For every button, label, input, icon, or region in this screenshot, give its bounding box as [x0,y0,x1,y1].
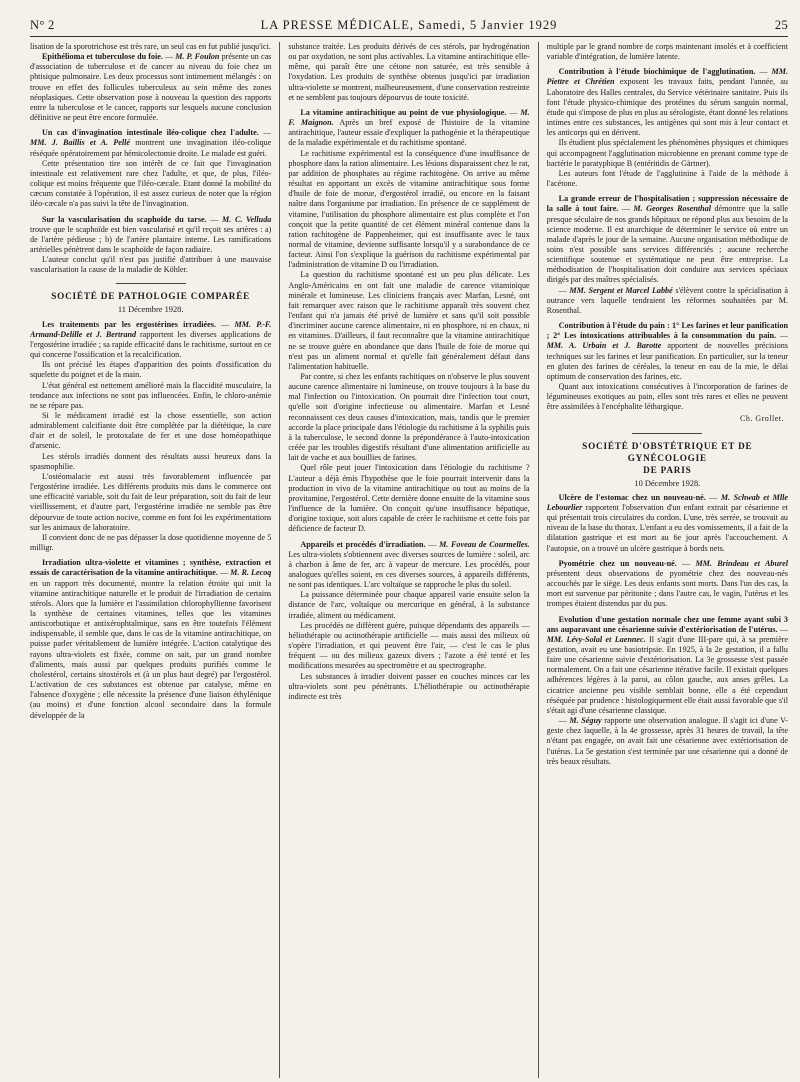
paragraph: Cette présentation tire son intérêt de ce fait que l'invagination intestinale est relativement rare chez l'adulte, et que, de plus, l'iléo-colique est moins fréquente que l'iléo-cæcale. Etant donné la mobilité du cæcum constatée à l'opération, il est assez curieux de noter que la région iléo-cæcale n'a pas suivi la tête de l'invagination. [30,158,272,209]
paragraph: L'ostéomalacie est aussi très favorablement influencée par l'ergostérine irradiée. Les différents produits mis dans le commerce ont une efficacité variable, soit du fait de leur préparation, soit du fait de leur vieillissement, et d'autre part, l'ergostérine irradiée ne semble pas être dépourvue de toute action nocive, comme en font foi les expérimentations sur les animaux de laboratoire. [30,471,272,532]
paragraph: Ils ont précisé les étapes d'apparition des points d'ossification du squelette du poignet et de la main. [30,360,272,380]
paragraph: substance traitée. Les produits dérivés de ces stérols, par hydrogénation ou par oxydation, ne sont plus activables. La vitamine antirachitique elle-même, qui paraît être une cétone non saturée, est très sensible à l'oxydation. Les produits de synthèse obtenus jusqu'ici par irradiation ultra-violette se montrent, malheureusement, d'une conservation restreinte et ne semblent pas toujours dépourvus de toute toxicité. [288,42,530,102]
article-irradiation: Irradiation ultra-violette et vitamines ; synthèse, extraction et essais de caractérisation de la vitamine antirachitique. — M. R. Lecoq en un rapport très documenté, montre la relation étroite qui unit la vitamine antirachitique naturelle et le produit de l'irradiation de certains stérols. Alors que la lumière et l'assimilation chlorophyllienne favorisent la synthèse de certaines vitamines, telles que les vitamines antiscorbutique et antixérophtalmique, sans en être toutefois l'élément indispensable, il semble que, dans le cas de la vitamine antirachitique, on puisse parler véritablement de lumière intégrée. L'action catalytique des rayons ultra-violets est fixée, comme on sait, par un grand nombre d'aliments, mais aussi par quelques produits purifiés comme le cholestérol, certains sitostérols et (à un plus haut degré) par l'ergostérol. L'activation de ces substances est obtenue par catalyse, même en l'absence d'oxygène ; elle nécessite la présence d'une liaison éthylénique (au moins) et d'une fonction alcool secondaire dans la formule développée de la [30,558,272,720]
column-2 [288,42,529,1078]
article-text: présentent deux observations de pyométrie chez des nouveau-nés accouchés par le siège. Les deux enfants sont morts. Dans l'un des cas, la mort est survenue par péritonite ; dans l'autre cas, le vagin, l'utérus et les trompes étaient distendus par du pus. [546,568,788,609]
paragraph: La question du rachitisme spontané est un peu plus délicate. Les Anglo-Américains en ont fait une maladie de carence vitaminique minérale et lumineuse. Les cliniciens français avec Marfan, Lesné, ont fait remarquer avec raison que le rachitisme apparaît très souvent chez l'enfant qui n'a jamais été privé de lumière et sans qu'il soit possible d'incriminer aucune carence alimentaire, ni en phosphore, ni en chaux, ni en vitamines. D'ailleurs, il faut reconnaître que la vitamine antirachitique ne se trouve guère en abondance que dans l'huile de foie de morue qui n'est pas un aliment normal et qu'elle fait généralement défaut dans l'alimentation habituelle. [288,270,530,371]
column-1 [30,42,271,1078]
paragraph: L'état général est nettement amélioré mais la flaccidité musculaire, la tendance aux infections ne sont pas influencées. Enfin, le chloro-anémie ne se répare pas. [30,380,272,410]
article-invagination: Un cas d'invagination intestinale iléo-colique chez l'adulte. — MM. J. Baillis et A. Pellé montrent une invagination iléo-colique réséquée opératoirement par hémicolectomie droite. Le malade est guéri. [30,128,272,158]
paragraph: Quel rôle peut jouer l'intoxication dans l'étiologie du rachitisme ? L'auteur a déjà émis l'hypothèse que le foie pourrait intervenir dans la production in vivo de la vitamine antirachitique ou tout au moins de la provitamine, l'ergostérol. Cette dernière donne ensuite de la vitamine sous l'influence de la lumière. On conçoit qu'une insuffisance hépatique, d'origine toxique, soit alors capable de créer le rachitisme et cette fois par déficience de facteur D. [288,463,530,534]
paragraph: L'auteur conclut qu'il n'est pas justifié d'attribuer à une mauvaise vascularisation la cause de la maladie de Köhler. [30,255,272,275]
article-text: rapportent les diverses applications de l'ergostérine irradiée ; sa rapide efficacité dans le rachitisme, surtout en ce qui concerne l'ossification et la recalcification. [30,329,272,360]
section-date: 10 Décembre 1928. [634,478,701,488]
section-title: SOCIÉTÉ DE PATHOLOGIE COMPARÉE [51,291,251,302]
article-ulcere: Ulcère de l'estomac chez un nouveau-né. — M. Schwab et Mlle Lebourlier rapportent l'observation d'un enfant extrait par césarienne et qui présentait trois circulaires du cordon. L'une, très serrée, se trouvait au niveau de la base du thorax. L'enfant a eu des vomissements, il a fait de la dilatation gastrique et est mort au 6e jour après l'accouchement. A l'autopsie, on a trouvé un ulcère gastrique à bords nets. [546,492,788,553]
article-title: Ulcère de l'estomac chez un nouveau-né. [558,492,706,502]
article-text: montrent une invagination iléo-colique réséquée opératoirement par hémicolectomie droite. Le malade est guéri. [30,138,272,158]
article-appareils: Appareils et procédés d'irradiation. — M. Foveau de Courmelles. Les ultra-violets s'obtiennent avec diverses sources de lumière : soleil, arc à charbon à âme de fer, arc à vapeur de mercure. Les procédés, pour analogues qu'elles soient, en ces diverses sources, à appareils différents, ne sont pas identiques. L'arc voltaïque se rapproche le plus du soleil. [288,539,530,590]
article-authors: M. Georges Rosenthal [633,204,711,214]
article-pain: Contribution à l'étude du pain : 1° Les farines et leur panification ; 2° Les intoxications attribuables à la consommation du pain. — MM. A. Urbain et J. Barotte apportent de nouvelles précisions techniques sur les farines et leur panification. En particulier, sur la teneur en gluten des farines de céréales, la teneur en eau de la mie, le délai optimum de conservation des farines, etc. [546,321,788,381]
paragraph: Il convient donc de ne pas dépasser la dose quotidienne moyenne de 5 milligr. [30,532,272,553]
article-title: Evolution d'une gestation normale chez une femme ayant subi 3 ans auparavant une césarienne suivie d'extériorisation de l'utérus. [546,614,788,634]
paragraph: Les substances à irradier doivent passer en couches minces car les ultra-violets sont peu pénétrants. L'héliothérapie ou actinothérapie indirecte est très [288,671,530,701]
article-authors: M. C. Velluda [222,214,272,224]
article-title: Epithélioma et tuberculose du foie. [42,52,163,62]
article-title: Contribution à l'étude biochimique de l'agglutination. [558,67,756,77]
signature: Ch. Grollet. [739,414,784,424]
article-gestation: Evolution d'une gestation normale chez une femme ayant subi 3 ans auparavant une césarienne suivie d'extériorisation de l'utérus. — MM. Lévy-Solal et Laennec. Il s'agit d'une III-pare qui, à sa première gestation, avait eu une basiotripsie. En 1925, à la 2e gestation, il a fallu faire une césarienne suivie d'extériorisation. La 3e grossesse s'est passée normalement. On a fait une césarienne itérative facile. Il existait quelques adhérences légères à la paroi, au côlon gauche, aux anses grêles. La cicatrice ancienne peu visible semblait bonne, elle a été cependant réséquée par prudence : histologiquement elle était aussi favorable que s'il s'était agi d'une césarienne classique. [546,614,788,715]
article-title: Un cas d'invagination intestinale iléo-colique chez l'adulte. [42,128,259,138]
article-scaphoide: Sur la vascularisation du scaphoïde du tarse. — M. C. Velluda trouve que le scaphoïde est bien vascularisé et qu'il reçoit ses artères : a) de l'artère pédieuse ; b) de l'artère plantaire interne. Les ramifications artérielles pénètrent dans le scaphoïde de façon radiaire. [30,214,272,254]
paragraph: Les procédés ne diffèrent guère, puisque dépendants des appareils — héliothérapie ou actinothérapie artificielle — mais aussi des milieux où s'opère l'irradiation, et qui peuvent être l'air, — c'est le cas le plus fréquent — ou des milieux gazeux divers ; l'azote a été tenté et les modifications mesurées au spectromètre et au spectrographe. [288,620,530,671]
paragraph: Quant aux intoxications consécutives à l'incorporation de farines de légumineuses exotiques au pain, elles sont très rares et elles ne peuvent être assimilées à l'encéphalite léthargique. [546,382,788,412]
article-authors: M. Foveau de Courmelles. [439,539,530,549]
paragraph: multiple par le grand nombre de corps maintenant insolés et à coefficient variable d'intégration, de lumière latente. [546,42,788,62]
article-authors: MM. Piettre et Chrétien [546,67,788,87]
page-number: 25 [774,18,788,32]
article-authors: MM. P.-F. Armand-Delille et J. Bertrand [30,319,272,339]
paragraph: Par contre, si chez les enfants rachitiques on n'observe le plus souvent aucune carence alimentaire ni lumineuse, on trouve toujours à la base du mal l'infection ou l'intoxication. On pourrait dire l'infection tout court, qu'elle soit d'origine infectieuse ou alimentaire. Marfan et Lesné reconnaissent ces deux causes d'intoxication, mais, tandis que le premier accorde la place principale dans l'étiologie du rachitisme à la syphilis puis à la tuberculose, le second donne la prépondérance à l'auto-intoxication créée par les troubles digestifs résultant d'une alimentation artificielle au lait de vache et aux bouillies de farines. [288,372,530,463]
article-authors: M. R. Lecoq [230,568,272,578]
text-columns [30,42,788,1078]
section-title-line: SOCIÉTÉ D'OBSTÉTRIQUE ET DE GYNÉCOLOGIE [582,440,753,463]
article-title: Irradiation ultra-violette et vitamines ; synthèse, extraction et essais de caractérisation de la vitamine antirachitique. [30,558,272,578]
article-text: exposent les travaux faits, pendant l'année, au Laboratoire des Halles centrales, du Service vétérinaire sanitaire. Puis ils font l'étude physico-chimique des protéines du sérum sanguin normal, étude qui s'impose de plus en plus au sérologiste, étant donné les relations intimes entre ces substances, les antigènes qui sont mis à leur contact et les anticorps qui en dérivent. [546,77,788,138]
paragraph: Si le médicament irradié est la chose essentielle, son action admirablement calcifiante doit être complétée par la diététique, la cure d'air et de soleil, le protoxalate de fer et une dose homéopathique d'arsenic. [30,411,272,451]
running-head [30,18,788,34]
article-title: Pyométrie chez un nouveau-né. [558,558,677,568]
article-title: Contribution à l'étude du pain : 1° Les farines et leur panification ; 2° Les intoxications attribuables à la consommation du pain. [546,321,788,341]
column-3 [547,42,788,1078]
paragraph: lisation de la sporotrichose est très rare, un seul cas en fut publié jusqu'ici. [30,42,271,51]
section-divider [632,433,702,434]
article-title: Sur la vascularisation du scaphoïde du tarse. [42,214,207,224]
article-authors: M. Séguy [569,716,602,726]
section-title-line: DE PARIS [643,464,692,475]
article-authors: MM. Lévy-Solal et Laennec. [546,634,646,644]
paragraph: Le rachitisme expérimental est la conséquence d'une insuffisance de phosphore dans la ration alimentaire. Les lésions disparaissent chez le rat, par addition de phosphates au régime rachitogène. On arrive au même résultat en apportant un excès de vitamine antirachitique sous forme d'huile de foie de morue, d'ergostérol irradié, ou encore en la faisant naître dans l'organisme par irradiation. En présence de ce supplément de vitamine, l'utilisation du phosphore alimentaire est plus complète et l'on conçoit que la petite quantité de cet élément minéral contenue dans la ration rachitogène de Pappenheimer, qui est insuffisante avec le taux normal de vitamine, devienne suffisante lorsqu'il y a surabondance de ce facteur. Ainsi l'on s'explique la guérison du rachitisme expérimental par l'administration de vitamine D ou l'irradiation. [288,148,530,270]
article-authors: M. P. Foulon [175,52,220,62]
article-authors: M. F. Maignon. [288,107,530,128]
article-text: rapportent l'observation d'un enfant extrait par césarienne et qui présentait trois circulaires du cordon. L'une, très serrée, se trouvait au niveau de la base du thorax. L'enfant a eu des vomissements, il a fait de la dilatation gastrique et est mort au 6e jour après l'accouchement. A l'autopsie, on a trouvé un ulcère gastrique à bords nets. [546,502,788,553]
article-authors: M. Schwab et Mlle Lebourlier [546,492,788,512]
article-vitamine-physiologique: La vitamine antirachitique au point de vue physiologique. — M. F. Maignon. Après un bref exposé de l'histoire de la vitamine antirachitique, l'auteur essaie d'expliquer la pathogénie et la thérapeutique de la maladie expérimentale et du rachitisme spontané. [288,107,530,148]
article-title: La vitamine antirachitique au point de vue physiologique. [300,107,507,117]
article-text: Il s'agit d'une III-pare qui, à sa première gestation, avait eu une basiotripsie. En 1925, à la 2e gestation, il a fallu faire une césarienne suivie d'extériorisation. La 3e grossesse s'est passée normalement. On a fait une césarienne itérative facile. Il existait quelques adhérences légères à la paroi, au côlon gauche, aux anses grêles. La cicatrice ancienne peu visible semblait bonne, elle a été cependant réséquée par prudence : histologiquement elle était aussi favorable que s'il s'était agi d'une césarienne classique. [546,634,788,715]
article-title: La grande erreur de l'hospitalisation ; suppression nécessaire de la salle à tout faire. [546,194,788,214]
article-text: en un rapport très documenté, montre la relation étroite qui unit la vitamine antirachitique naturelle et le produit de l'irradiation de certains stérols. Alors que la lumière et l'assimilation chlorophyllienne favorisent la synthèse de certaines vitamines, telles que les vitamines antiscorbutique et antixérophtalmique, sans en être toutefois l'élément indispensable, il semble que, dans le cas de la vitamine antirachitique, on puisse parler véritablement de lumière intégrée. L'action catalytique des rayons ultra-violets est fixée, comme on sait, par un grand nombre d'aliments, mais aussi par quelques produits purifiés comme le cholestérol, certains sitostérols et (à un plus haut degré) par l'ergostérol. L'activation de ces substances est obtenue par catalyse, même en l'absence d'oxygène ; elle nécessite la présence d'une liaison éthylénique (au moins) et d'une fonction alcool secondaire dans la formule développée de la [30,578,272,720]
section-divider [116,283,186,284]
article-authors: MM. J. Baillis et A. Pellé [30,138,130,148]
column-rule [279,42,280,1078]
paragraph: La puissance déterminée pour chaque appareil varie ensuite selon la distance de l'arc, voltaïque ou mercurique en général, à la substance irradiée, aliment ou médicament. [288,590,530,620]
article-agglutination: Contribution à l'étude biochimique de l'agglutination. — MM. Piettre et Chrétien exposent les travaux faits, pendant l'année, au Laboratoire des Halles centrales, du Service vétérinaire sanitaire. Puis ils font l'étude physico-chimique des protéines du sérum sanguin normal, étude qui s'impose de plus en plus au sérologiste, étant donné les relations intimes entre ces substances, les antigènes qui sont mis à leur contact et les anticorps qui en dérivent. [546,67,788,138]
article-ergosterines: Les traitements par les ergostérines irradiées. — MM. P.-F. Armand-Delille et J. Bertrand rapportent les diverses applications de l'ergostérine irradiée ; sa rapide efficacité dans le rachitisme, surtout en ce qui concerne l'ossification et la recalcification. [30,319,272,360]
article-text: Après un bref exposé de l'histoire de la vitamine antirachitique, l'auteur essaie d'expliquer la pathogénie et la thérapeutique de la maladie expérimentale et du rachitisme spontané. [288,118,530,148]
section-title [547,440,788,476]
header-rule [30,36,788,37]
paragraph: — MM. Sergent et Marcel Labbé s'élèvent contre la spécialisation à outrance vers laquelle tendraient les réformes souhaitées par M. Rosenthal. [546,285,788,315]
paragraph: Ils étudient plus spécialement les phénomènes physiques et chimiques qui accompagnent l'agglutination microbienne en prenant comme type de bactérie le paratyphique B (entéritidis de Gärtner). [546,138,788,168]
article-text: Les ultra-violets s'obtiennent avec diverses sources de lumière : soleil, arc à charbon à âme de fer, arc à vapeur de mercure. Les procédés, pour analogues qu'elles soient, en ces diverses sources, à appareils différents, ne sont pas identiques. L'arc voltaïque se rapproche le plus du soleil. [288,549,530,590]
paragraph: — M. Séguy rapporte une observation analogue. Il s'agit ici d'une V-geste chez laquelle, à la 4e grossesse, après 31 heures de travail, la tête n'étant pas engagée, on avait fait une césarienne avec extériorisation de l'utérus. La 5e gestation s'est terminée par une césarienne qui a donné de très beaux résultats. [546,716,788,766]
paragraph: Les stérols irradiés donnent des résultats aussi heureux dans la spasmophilie. [30,451,272,471]
column-rule [538,42,539,1078]
journal-title: LA PRESSE MÉDICALE, Samedi, 5 Janvier 1929 [260,18,558,32]
section-date: 11 Décembre 1928. [117,305,184,315]
article-authors: MM. Sergent et Marcel Labbé [569,285,673,295]
article-text: s'élèvent contre la spécialisation à outrance vers laquelle tendraient les réformes souhaitées par M. Rosenthal. [546,285,788,315]
article-hospitalisation: La grande erreur de l'hospitalisation ; suppression nécessaire de la salle à tout faire. — M. Georges Rosenthal démontre que la salle presque séculaire de nos grands hôpitaux ne répond plus aux besoins de la science moderne. Il est anarchique de déterminer le service où entre un malade d'après le jour de la semaine. Aucune organisation méthodique de soins n'est possible sans services différenciés ; aucune recherche scientifique soutenue et systématique ne peut être entreprise. La méthodisation de l'hospitalisation doit conduire aux services spéciaux dirigés par des maîtres spécialisés. [546,194,788,285]
article-pyometrie: Pyométrie chez un nouveau-né. — MM. Brindeau et Aburel présentent deux observations de pyométrie chez des nouveau-nés accouchés par le siège. Les deux enfants sont morts. Dans l'un des cas, la mort est survenue par péritonite ; dans l'autre cas, le vagin, l'utérus et les trompes étaient distendus par du pus. [546,558,788,609]
article-title: Appareils et procédés d'irradiation. [300,539,426,549]
article-title: Les traitements par les ergostérines irradiées. [42,319,216,329]
article-text: trouve que le scaphoïde est bien vascularisé et qu'il reçoit ses artères : a) de l'artère pédieuse ; b) de l'artère plantaire interne. Les ramifications artérielles pénètrent dans le scaphoïde de façon radiaire. [30,224,272,254]
article-text: présente un cas d'association de tuberculose et de cancer au niveau du foie chez un phtisique pulmonaire. Les deux processus sont intimement mélangés : on trouve en effet des follicules tuberculeux au sein même des zones néoplasiques. Cette observation pose à nouveau la question des rapports entre la tuberculose et le cancer, rapports sur lesquels aucune conclusion définitive ne peut être encore formulée. [30,52,272,123]
article-authors: MM. Brindeau et Aburel [695,558,788,568]
article-text: démontre que la salle presque séculaire de nos grands hôpitaux ne répond plus aux besoins de la science moderne. Il est anarchique de déterminer le service où entre un malade d'après le jour de la semaine. Aucune organisation méthodique de soins n'est possible sans services différenciés ; aucune recherche scientifique soutenue et systématique ne peut être entreprise. La méthodisation de l'hospitalisation doit conduire aux services spéciaux dirigés par des maîtres spécialisés. [546,204,788,285]
article-authors: MM. A. Urbain et J. Barotte [546,341,662,351]
article-epithelioma: Epithélioma et tuberculose du foie. — M. P. Foulon présente un cas d'association de tuberculose et de cancer au niveau du foie chez un phtisique pulmonaire. Les deux processus sont intimement mélangés : on trouve en effet des follicules tuberculeux au sein même des zones néoplasiques. Cette observation pose à nouveau la question des rapports entre la tuberculose et le cancer, rapports sur lesquels aucune conclusion définitive ne peut être encore formulée. [30,52,272,123]
paragraph: Les auteurs font l'étude de l'agglutinine à l'aide de la méthode à l'acétone. [546,168,788,189]
article-text: rapporte une observation analogue. Il s'agit ici d'une V-geste chez laquelle, à la 4e grossesse, après 31 heures de travail, la tête n'étant pas engagée, on avait fait une césarienne avec extériorisation de l'utérus. La 5e gestation s'est terminée par une césarienne qui a donné de très beaux résultats. [546,716,788,766]
issue-number: N° 2 [30,18,55,32]
article-text: apportent de nouvelles précisions techniques sur les farines et leur panification. En particulier, sur la teneur en gluten des farines de céréales, la teneur en eau de la mie, le délai optimum de conservation des farines, etc. [546,341,788,381]
